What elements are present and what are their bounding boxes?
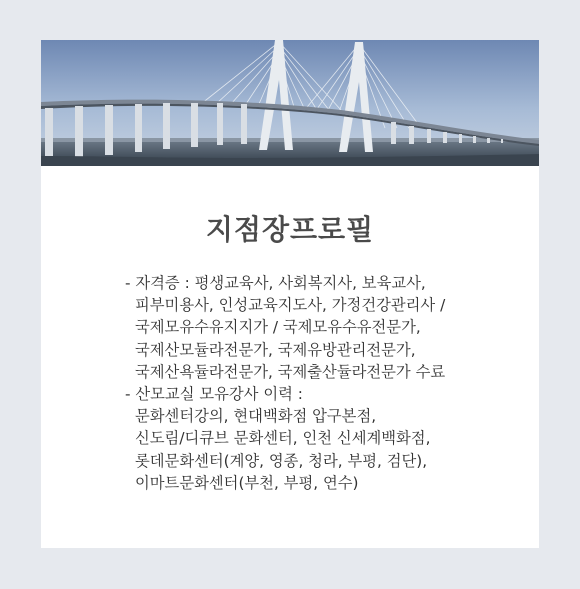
profile-line: 피부미용사, 인성교육지도사, 가정건강관리사 / [135,296,446,315]
profile-line: 문화센터강의, 현대백화점 압구본점, [135,407,377,426]
profile-card [41,40,539,548]
profile-line: 국제산모듈라전문가, 국제유방관리전문가, [135,340,416,359]
profile-line: - 산모교실 모유강사 이력 : [125,385,303,404]
profile-line: 국제모유수유지지가 / 국제모유수유전문가, [135,318,421,337]
profile-line: 롯데문화센터(계양, 영종, 청라, 부평, 검단), [135,451,428,470]
profile-line: - 자격증 : 평생교육사, 사회복지사, 보육교사, [125,274,426,292]
profile-line: 신도림/디큐브 문화센터, 인천 신세계백화점, [135,429,431,448]
bridge-illustration [41,40,539,166]
bridge-banner-image [41,40,539,166]
profile-line: 이마트문화센터(부천, 부평, 연수) [135,473,359,492]
profile-details [125,272,530,494]
profile-line: 국제산욕듈라전문가, 국제출산듈라전문가 수료 [135,362,446,381]
profile-title: 지점장프로필 [205,213,375,246]
